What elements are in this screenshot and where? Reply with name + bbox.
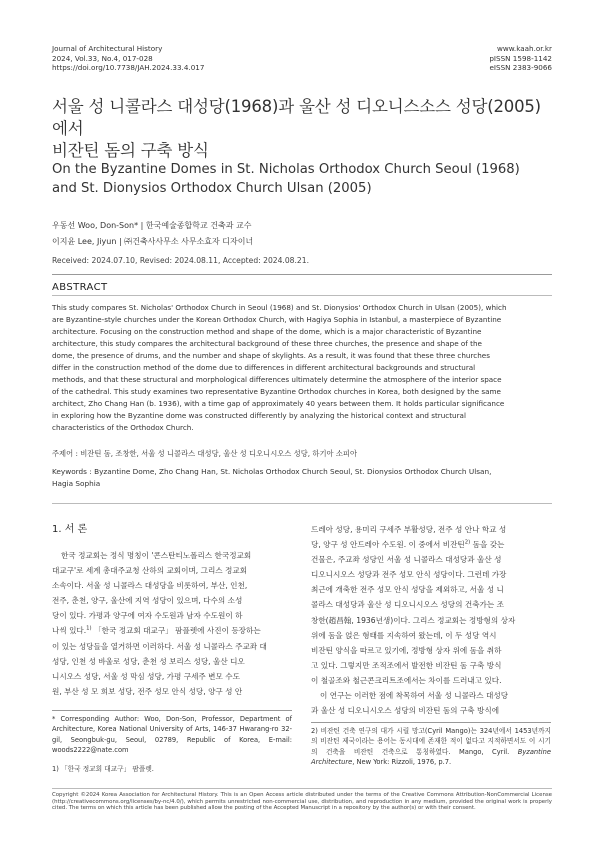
body-line: 비잔틴 양식을 따르고 있기에, 정방형 상자 위에 돔을 취하 xyxy=(311,645,502,655)
body-line: 원, 부산 성 모 희보 성당, 전주 성모 안식 성당, 양구 성 안 xyxy=(52,686,243,696)
body-line: 디오니시오스 성당과 전주 성모 안식 성당이다. 그런데 가장 xyxy=(311,570,507,580)
body-line: 당이 있다. 가평과 양구에 여자 수도원과 남자 수도원이 하 xyxy=(52,611,243,621)
body-text: 나씩 있다. xyxy=(52,626,87,636)
body-line: 니시오스 성당, 서울 성 막심 성당, 가평 구세주 변모 수도 xyxy=(52,671,240,681)
body-line: 이 철골조와 철근콘크리트조에서는 차이를 드러내고 있다. xyxy=(311,675,502,685)
body-right-column xyxy=(311,522,551,718)
abstract-body xyxy=(52,302,552,434)
abstract-line: architecture, this study compares the architectural background of these three churches, the presence and shape of the xyxy=(52,339,482,348)
keywords-en-line2: Hagia Sophia xyxy=(52,479,101,489)
abstract-line: methods, and that these structural and morphological differences ultimately determine the atmosphere of the interior space xyxy=(52,375,502,384)
abstract-heading: ABSTRACT xyxy=(52,282,108,293)
abstract-line: differ in the construction method of the dome due to differences in different architectural backgrounds and structural xyxy=(52,363,476,372)
footnote-1: 1) 「한국 정교회 대교구」 팜플렛. xyxy=(52,765,154,773)
author-2: 이지윤 Lee, Jiyun | ㈜건축사사무소 사무소효자 디자이너 xyxy=(52,237,254,246)
journal-name: Journal of Architectural History xyxy=(52,44,163,53)
title-en-line1: On the Byzantine Domes in St. Nicholas Orthodox Church Seoul (1968) xyxy=(52,162,520,177)
eissn: eISSN 2383-9066 xyxy=(489,63,552,73)
body-left-column xyxy=(52,548,292,699)
abstract-line: are Byzantine-style churches under the Korean Orthodox Church, with Hagiya Sophia in Istanbul, a masterpiece of Byzantine xyxy=(52,315,502,324)
footnote-2 xyxy=(311,726,551,768)
abstract-line: This study compares St. Nicholas' Orthodox Church in Seoul (1968) and St. Dionysios' Orthodox Church in Ulsan (2005), which xyxy=(52,303,507,312)
copyright-notice: Copyright ©2024 Korea Association for Architectural History. This is an Open Access article distributed under the terms of the Creative Commons Attribution-NonCommercial License (http://creativecommons.org/licenses/by-nc/4.0/), which permits unrestricted non-commercial use, distribution, and reproduction in any medium, provided the original work is properly cited. The terms on which this article has been published allow the posting of the Accepted Manuscript in a repository by the author(s) or with their consent. xyxy=(52,792,552,812)
body-line: 고 있다. 그렇지만 조적조에서 발전한 비잔틴 돔 구축 방식 xyxy=(311,660,502,670)
body-text: 돔을 갖는 xyxy=(470,540,505,550)
abstract-line: of the cathedral. This study examines two representative Byzantine Orthodox churches in Korea, both designed by the same xyxy=(52,387,501,396)
footnote-2-book-title: Byzantine Architecture xyxy=(311,747,551,767)
abstract-line: architect, Zho Chang Han (b. 1936), with a time gap of approximately 40 years between them. It holds particular significance xyxy=(52,399,505,408)
keywords-en-line1: Keywords : Byzantine Dome, Zho Chang Han, St. Nicholas Orthodox Church Seoul, St. Dionysios Orthodox Church Ulsan, xyxy=(52,467,492,476)
journal-header xyxy=(52,44,204,73)
website-link[interactable]: www.kaah.or.kr xyxy=(496,44,552,53)
corresponding-author-note: * Corresponding Author: Woo, Don-Son, Professor, Department of Architecture, Korea National University of Arts, 146-37 Hwarang-ro 32-gil, Seongbuk-gu, Seoul, 02789, Republic of Korea, E-mail: woods2222@nate.com xyxy=(52,715,292,755)
abstract-line: characteristics of the Orthodox Church. xyxy=(52,423,194,432)
author-list xyxy=(52,218,552,250)
footnote-divider xyxy=(52,710,292,711)
keywords-english xyxy=(52,466,552,490)
body-line: 대교구'로 세계 총대주교청 산하의 교회이며, 그리스 정교회 xyxy=(52,566,248,576)
body-line: 한국 정교회는 정식 명칭이 '콘스탄티노폴리스 한국정교회 xyxy=(61,551,252,560)
body-text: 「한국 정교회 대교구」 팜플렛에 사진이 등장하는 xyxy=(94,626,261,636)
title-english xyxy=(52,160,552,198)
journal-volume: 2024, Vol.33, No.4, 017-028 xyxy=(52,53,153,63)
body-line: 과 울산 성 디오니시오스 성당의 비잔틴 돔의 구축 방식에 xyxy=(311,706,500,716)
body-line xyxy=(311,537,551,552)
title-en-line2: and St. Dionysios Orthodox Church Ulsan (2005) xyxy=(52,181,372,196)
body-line: 위에 돔을 얹은 형태를 지속하여 왔는데, 이 두 성당 역시 xyxy=(311,630,497,640)
pissn: pISSN 1598-1142 xyxy=(489,53,552,63)
received-dates: Received: 2024.07.10, Revised: 2024.08.11, Accepted: 2024.08.21. xyxy=(52,256,310,265)
divider xyxy=(52,295,552,296)
issn-block xyxy=(489,44,552,73)
footnote-ref[interactable]: 2) xyxy=(464,539,471,546)
body-line: 최근에 개축한 전주 성모 안식 성당을 제외하고, 서울 성 니 xyxy=(311,585,504,595)
body-line: 건물은, 주교좌 성당인 서울 성 니콜라스 대성당과 울산 성 xyxy=(311,555,502,565)
divider xyxy=(52,788,552,789)
footnote-ref[interactable]: 1) xyxy=(86,625,92,632)
abstract-line: in exploring how the Byzantine dome was constructed differently by analyzing the historical context and structural xyxy=(52,411,466,420)
body-line: 이 연구는 이러한 점에 착목하여 서울 성 니콜라스 대성당 xyxy=(320,691,509,701)
divider xyxy=(52,503,552,504)
title-ko-line1: 서울 성 니콜라스 대성당(1968)과 울산 성 디오니스소스 성당(2005)에서 xyxy=(52,97,541,138)
keywords-korean: 주제어 : 비잔틴 돔, 조창한, 서울 성 니콜라스 대성당, 울산 성 디오니시오스 성당, 하기아 소피아 xyxy=(52,449,358,458)
body-line: 창한(趙昌翰, 1936년생)이다. 그리스 정교회는 정방형의 상자 xyxy=(311,615,516,625)
footnote-divider xyxy=(311,722,551,723)
body-line xyxy=(52,623,292,638)
title-ko-line2: 비잔틴 돔의 구축 방식 xyxy=(52,141,209,160)
body-line: 소속이다. 서울 성 니콜라스 대성당을 비롯하여, 부산, 인천, xyxy=(52,581,248,591)
body-line: 성당, 인천 성 바울로 성당, 춘천 성 보리스 성당, 울산 디오 xyxy=(52,656,245,666)
section-heading: 1. 서 론 xyxy=(52,524,88,535)
doi-link[interactable]: https://doi.org/10.7738/JAH.2024.33.4.017 xyxy=(52,63,205,73)
body-line: 콜라스 대성당과 울산 성 디오니시오스 성당의 건축가는 조 xyxy=(311,600,504,610)
abstract-line: architecture. Focusing on the construction method and shape of the dome, which is a major characteristic of Byzantine xyxy=(52,327,482,336)
body-text: 당, 양구 성 안드레아 수도원. 이 중에서 비잔틴 xyxy=(311,540,465,550)
footnote-2-text: 2) 비잔틴 건축 연구의 대가 시릴 망고(Cyril Mango)는 324년에서 1453년까지의 비잔틴 제국이라는 용어는 동시대에 존재한 적이 없다고 지적하면서도 이 시기의 건축을 비잔틴 건축으로 통칭하였다. Mango, Cyril. xyxy=(311,727,551,756)
author-1: 우동선 Woo, Don-Son* | 한국예술종합학교 건축과 교수 xyxy=(52,221,252,230)
abstract-line: dome, the presence of drums, and the number and shape of skylights. As a result, it was found that these three churches xyxy=(52,351,490,360)
divider xyxy=(52,274,552,275)
body-line: 전주, 춘천, 양구, 울산에 지역 성당이 있으며, 다수의 소성 xyxy=(52,596,243,606)
footnote-2-tail: , New York: Rizzoli, 1976, p.7. xyxy=(352,758,452,767)
body-line: 드레아 성당, 용미리 구세주 부활성당, 전주 성 안나 학교 성 xyxy=(311,525,507,534)
body-line: 이 있는 성당들을 열거하면 이러하다. 서울 성 니콜라스 주교좌 대 xyxy=(52,641,267,651)
title-korean xyxy=(52,96,552,162)
